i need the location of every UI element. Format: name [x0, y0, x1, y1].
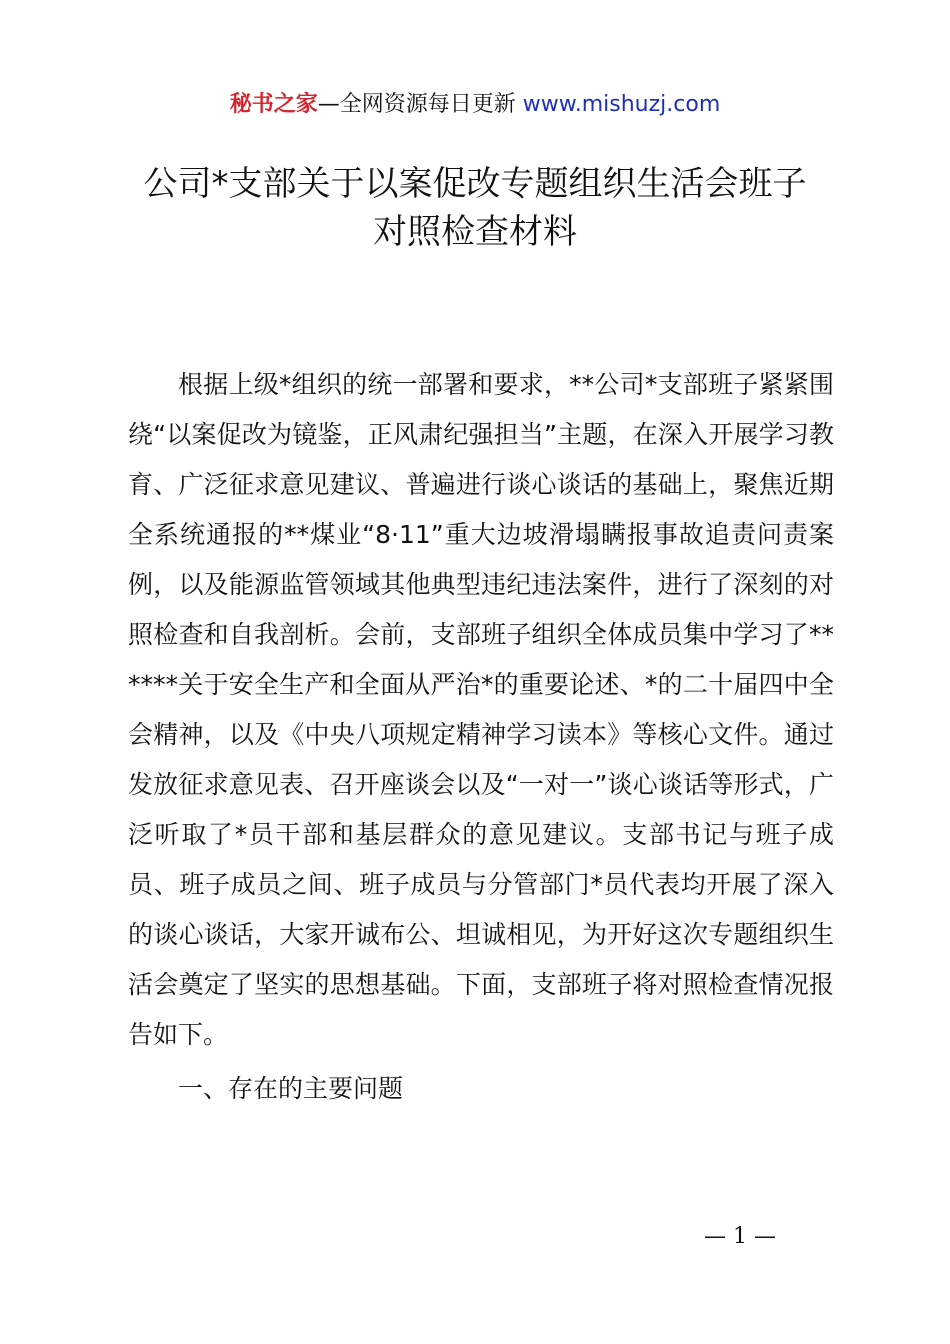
document-body — [128, 360, 834, 1060]
site-header — [0, 88, 950, 122]
intro-paragraph: 根据上级*组织的统一部署和要求，**公司*支部班子紧紧围绕“以案促改为镜鉴，正风肃纪强担当”主题，在深入开展学习教育、广泛征求意见建议、普遍进行谈心谈话的基础上，聚焦近期全系统通报的**煤业“8·11”重大边坡滑塌瞒报事故追责问责案例，以及能源监管领域其他典型违纪违法案件，进行了深刻的对照检查和自我剖析。会前，支部班子组织全体成员集中学习了******关于安全生产和全面从严治*的重要论述、*的二十届四中全会精神，以及《中央八项规定精神学习读本》等核心文件。通过发放征求意见表、召开座谈会以及“一对一”谈心谈话等形式，广泛听取了*员干部和基层群众的意见建议。支部书记与班子成员、班子成员之间、班子成员与分管部门*员代表均开展了深入的谈心谈话，大家开诚布公、坦诚相见，为开好这次专题组织生活会奠定了坚实的思想基础。下面，支部班子将对照检查情况报告如下。 — [128, 370, 834, 1049]
page-number: — 1 — — [704, 1224, 776, 1249]
title-line-1: 公司*支部关于以案促改专题组织生活会班子 — [143, 164, 807, 204]
title-line-2: 对照检查材料 — [373, 212, 577, 252]
section-heading: 一、存在的主要问题 — [178, 1074, 404, 1103]
site-url-link[interactable]: www.mishuzj.com — [522, 92, 721, 117]
header-tagline: —全网资源每日更新 — [317, 92, 516, 117]
document-title — [0, 160, 950, 256]
brand-name: 秘书之家 — [229, 92, 318, 117]
